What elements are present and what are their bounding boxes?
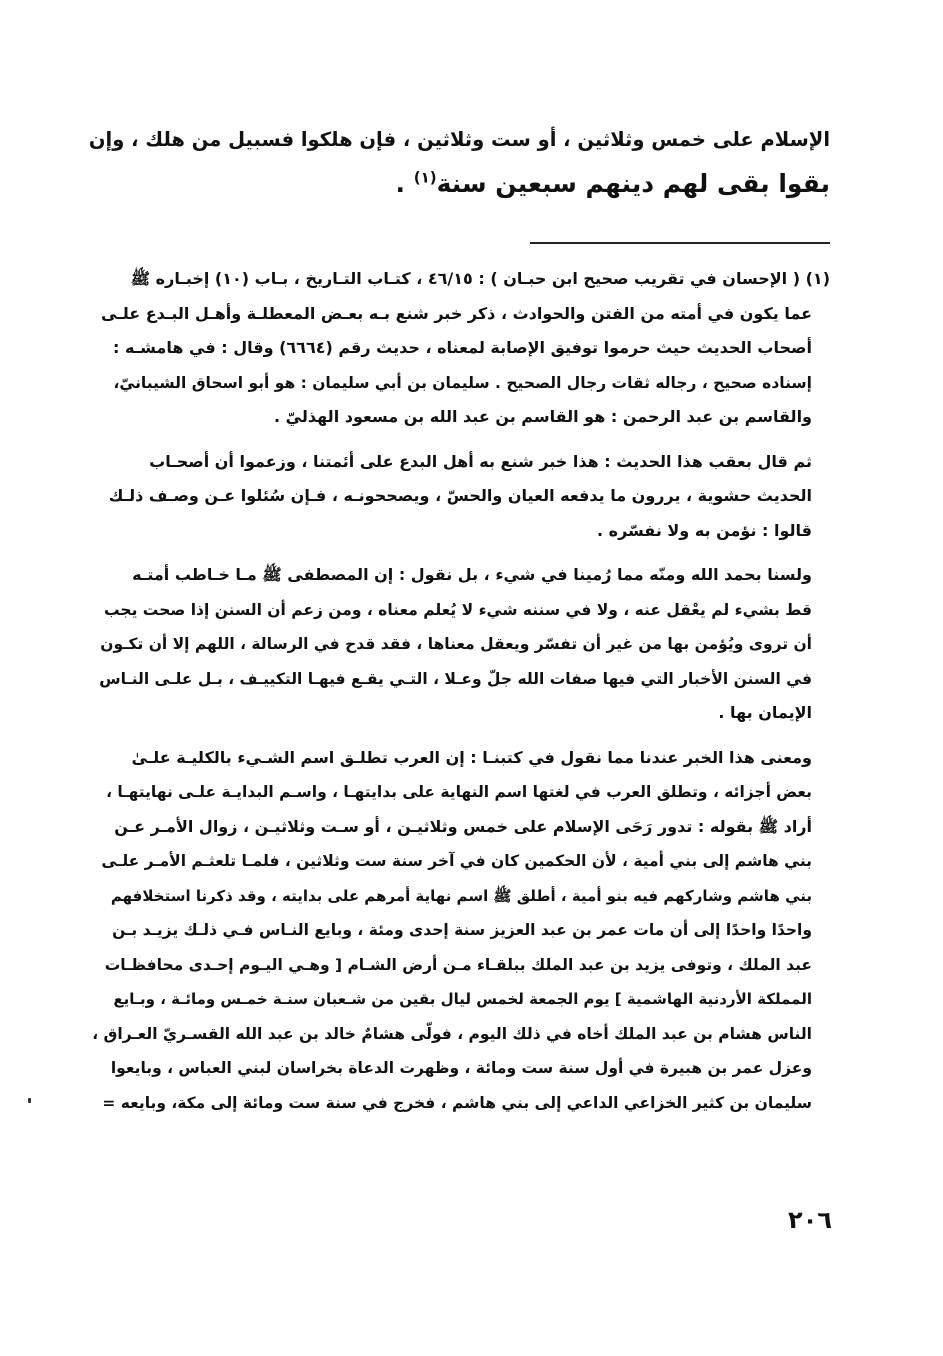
footnote-line: إسناده صحيح ، رجاله ثقات رجال الصحيح . سليمان بن أبي سليمان : هو أبو اسحاق الشيبانيّ،: [113, 373, 812, 392]
end-punctuation: .: [395, 169, 414, 198]
footnote-line: وعزل عمر بن هبيرة في أول سنة ست ومائة ، وظهرت الدعاة بخراسان لبني العباس ، وبايعوا: [110, 1059, 812, 1077]
footnote-line: الحديث حشوية ، يررون ما يدفعه العيان والحسّ ، ويصححونـه ، فـإن سُئلوا عـن وصـف ذلـك: [108, 486, 812, 505]
footnote-line: (١) ( الإحسان في تقريب صحيح ابن حبـان ) : ٤٦/١٥ ، كتـاب التـاريخ ، بـاب (١٠) إخبـاره ﷺ: [130, 269, 830, 288]
footnote-line: والقاسم بن عبد الرحمن : هو القاسم بن عبد الله بن مسعود الهذليّ .: [274, 407, 812, 426]
footnote-line: ومعنى هذا الخبر عندنا مما نقول في كتبنـا : إن العرب تطلـق اسم الشـيء بالكليـة علـىٰ: [131, 747, 812, 767]
main-text-line-content: بقوا بقى لهم دينهم سبعين سنة: [436, 169, 830, 198]
footnote-line: عبد الملك ، وتوفى يزيد بن عبد الملك ببلقـاء مـن أرض الشـام [ وهـي اليـوم إحـدى محافظـات: [104, 955, 812, 974]
footnote-separator: [530, 242, 830, 244]
footnote-paragraph: [92, 262, 830, 435]
footnote-line: الناس هشام بن عبد الملك أخاه في ذلك اليوم ، فولّى هشامٌ خالد بن عبد الله القسـريّ العـراق ،: [92, 1024, 812, 1043]
footnote-paragraph: [92, 741, 830, 1121]
footnote-paragraph: [92, 445, 830, 549]
footnote-line: بني هاشم وشاركهم فيه بنو أمية ، أطلق ﷺ اسم نهاية أمرهم على بدايته ، وقد ذكرنا استخلافهم: [110, 886, 812, 905]
footnote-line: في السنن الأخبار التي فيها صفات الله جلّ وعـلا ، التـي يقـع فيهـا التكييـف ، بـل علـى النـاس: [99, 669, 812, 688]
footnotes-section: [92, 262, 830, 1130]
footnote-line: واحدًا واحدًا إلى أن مات عمر بن عبد العزيز سنة إحدى ومئة ، وبايع النـاس فـي ذلـك يزيـد بـن: [112, 921, 812, 939]
footnote-line: أن تروى ويُؤمن بها من غير أن تفسّر ويعقل معناها ، فقد قدح في الرسالة ، اللهم إلا أن تكـون: [100, 635, 812, 653]
page-number: ٢٠٦: [788, 1206, 832, 1234]
footnote-line: قط بشيء لم يعْقل عنه ، ولا في سننه شيء لا يُعلم معناه ، ومن زعم أن السنن إذا صحت يجب: [104, 600, 812, 619]
footnote-line: أصحاب الحديث حيث حرموا توفيق الإصابة لمعناه ، حديث رقم (٦٦٦٤) وقال : في هامشـه :: [113, 338, 812, 357]
footnote-reference: (١): [413, 168, 437, 187]
footnote-line: المملكة الأردنية الهاشمية ] يوم الجمعة لخمس ليال بقين من شـعبان سنـة خمـس ومائـة ، وبـايع: [113, 990, 812, 1008]
footnote-line: بني هاشم إلى بني أمية ، لأن الحكمين كان في آخر سنة ست وثلاثين ، فلمـا تلعثـم الأمـر علـى: [101, 852, 812, 870]
footnote-line: قالوا : نؤمن به ولا نفسّره .: [596, 520, 812, 540]
footnote-line: الإيمان بها .: [718, 703, 812, 722]
main-body-text: [88, 118, 830, 206]
footnote-line: أراد ﷺ بقوله : تدور رَحَى الإسلام على خمس وثلاثيـن ، أو سـت وثلاثيـن ، زوال الأمـر عـن: [114, 816, 812, 836]
footnote-line: ولسنا بحمد الله ومنّه مما رُمينا في شيء ، بل نقول : إن المصطفى ﷺ مـا خـاطب أمتـه: [132, 565, 812, 584]
scan-speck: [28, 1098, 31, 1103]
footnote-line: عما يكون في أمته من الفتن والحوادث ، ذكر خبر شنع بـه بعـض المعطلـة وأهـل البـدع علـى: [101, 303, 812, 323]
main-text-line: [88, 162, 830, 206]
main-text-line: الإسلام على خمس وثلاثين ، أو ست وثلاثين ، فإن هلكوا فسبيل من هلك ، وإن: [88, 128, 830, 151]
footnote-line: بعض أجزائه ، وتطلق العرب في لغتها اسم النهاية على بدايتهـا ، واسـم البدايـة علـى نهايتهـا ،: [106, 783, 812, 801]
footnote-line: سليمان بن كثير الخزاعي الداعي إلى بني هاشم ، فخرج في سنة ست ومائة إلى مكة، وبايعه =: [102, 1093, 812, 1112]
footnote-paragraph: [92, 558, 830, 731]
footnote-line: ثم قال بعقب هذا الحديث : هذا خبر شنع به أهل البدع على أئمتنا ، وزعموا أن أصحـاب: [149, 451, 812, 471]
